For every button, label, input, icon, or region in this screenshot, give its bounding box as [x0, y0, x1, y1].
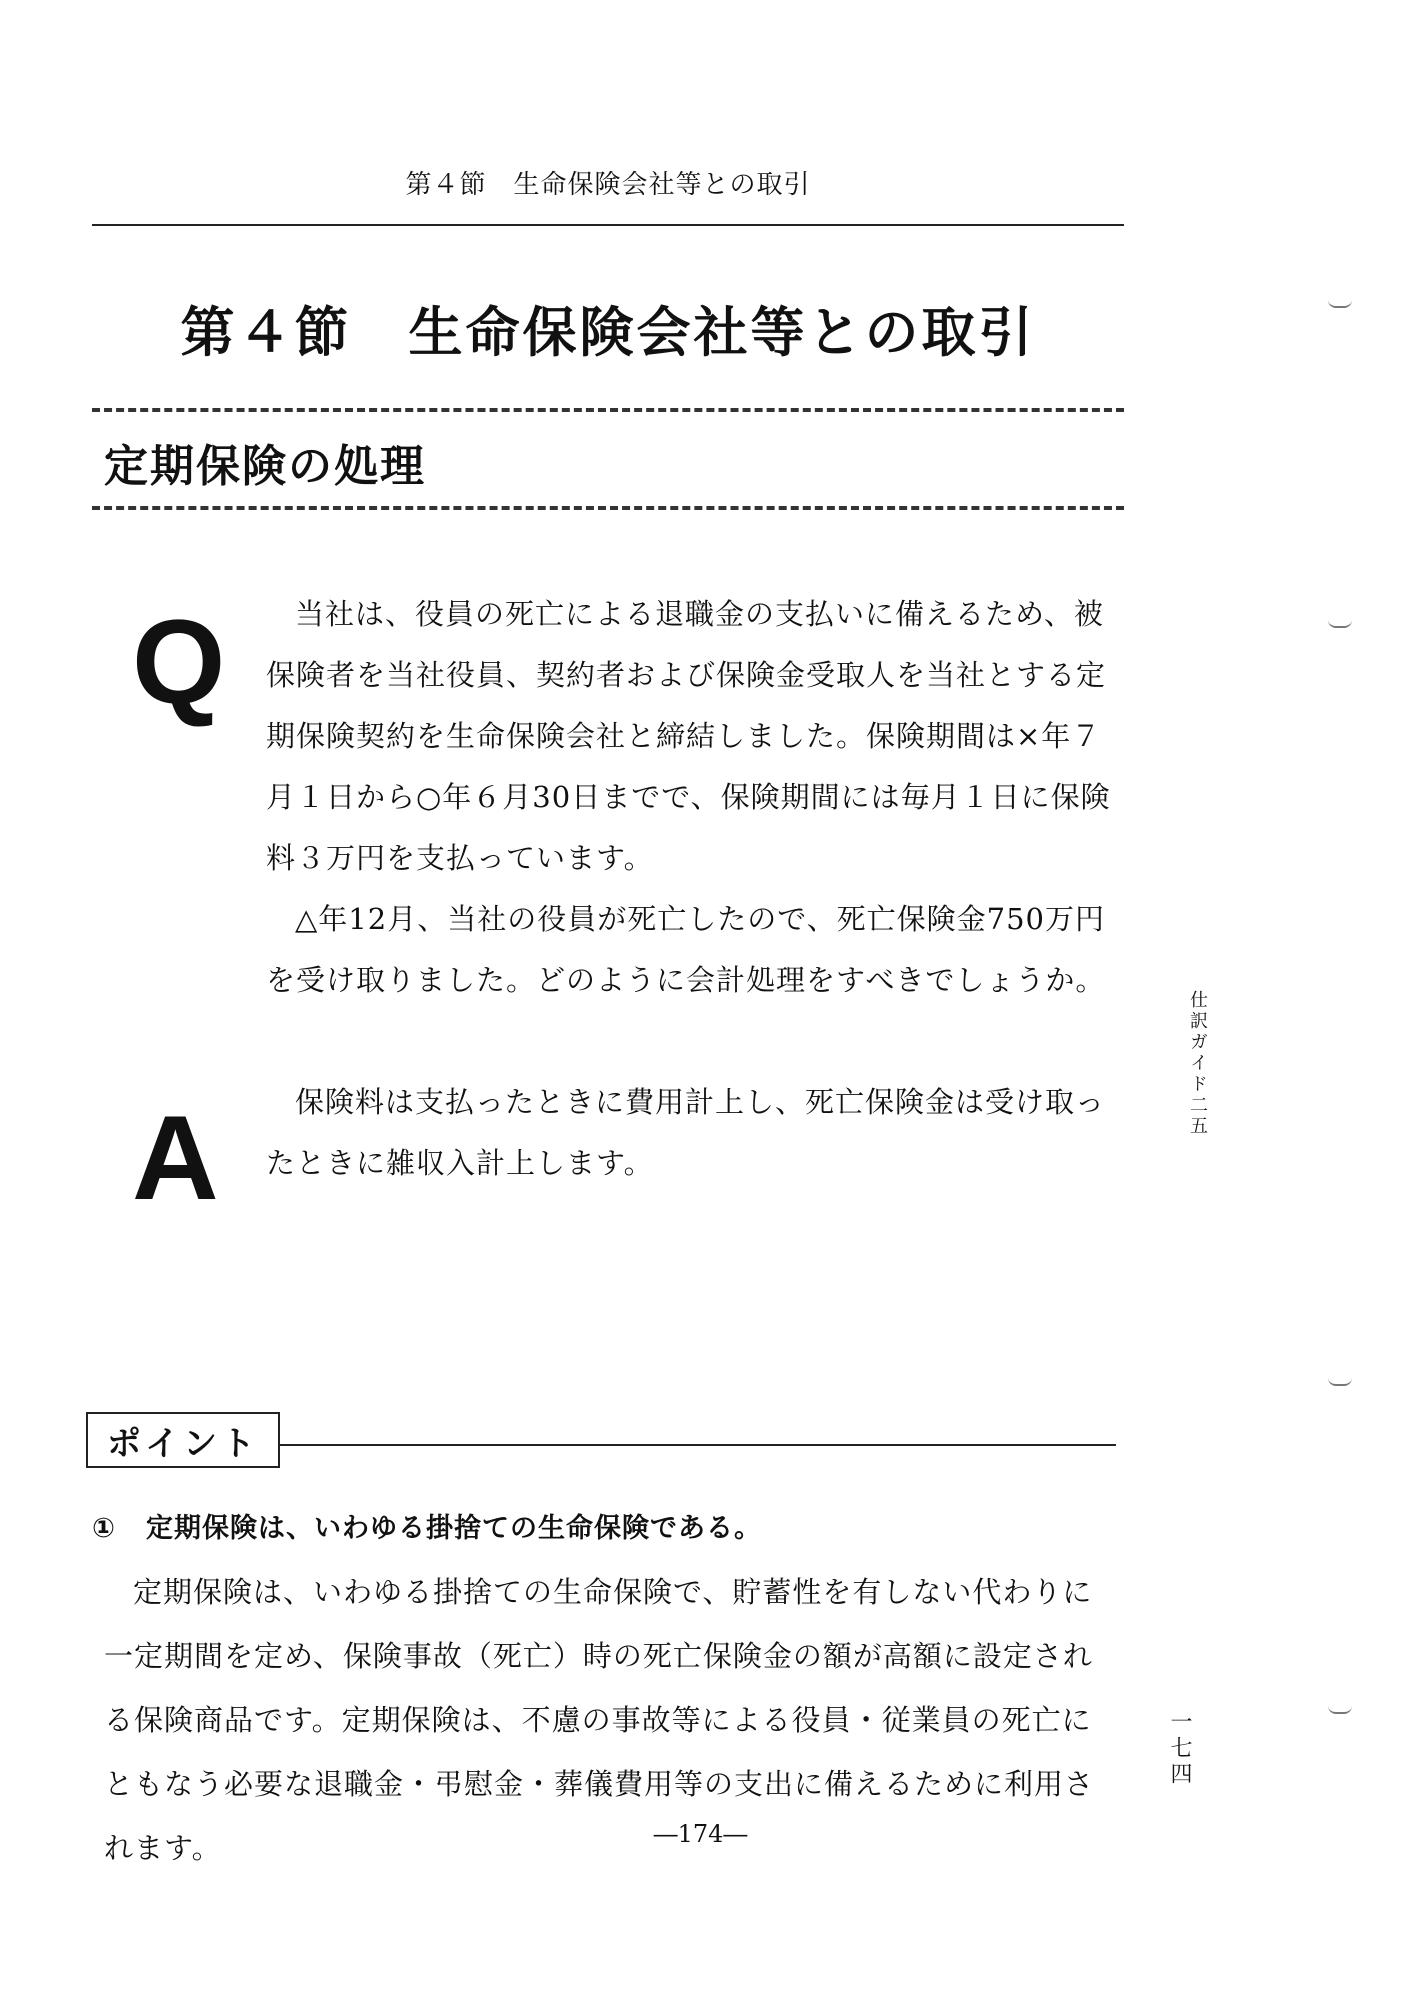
- binding-mark: [1328, 1706, 1352, 1714]
- topic-title: 定期保険の処理: [104, 441, 426, 492]
- point-body-paragraph: 定期保険は、いわゆる掛捨ての生命保険で、貯蓄性を有しない代わりに一定期間を定め、保険事故（死亡）時の死亡保険金の額が高額に設定される保険商品です。定期保険は、不慮の事故等による役員・従業員の死亡にともなう必要な退職金・弔慰金・葬儀費用等の支出に備えるために利用されます。: [104, 1575, 1095, 1865]
- running-header: 第４節 生命保険会社等との取引: [405, 170, 811, 200]
- answer-paragraph-1: 保険料は支払ったときに費用計上し、死亡保険金は受け取ったときに雑収入計上します。: [266, 1085, 1106, 1180]
- question-paragraph-1: 当社は、役員の死亡による退職金の支払いに備えるため、被保険者を当社役員、契約者および保険金受取人を当社とする定期保険契約を生命保険会社と締結しました。保険期間は×年７月１日から○年６月30日までで、保険期間には毎月１日に保険料３万円を支払っています。: [266, 597, 1111, 875]
- binding-mark: [1328, 620, 1352, 628]
- point-label-box: ポイント: [86, 1412, 280, 1468]
- point-divider: [280, 1444, 1116, 1446]
- question-letter: Q: [132, 595, 226, 729]
- header-divider: [92, 224, 1124, 226]
- question-text: [266, 584, 1126, 1011]
- binding-mark: [1328, 300, 1352, 308]
- page-number: ―174―: [653, 1820, 748, 1848]
- answer-text: [266, 1072, 1126, 1194]
- side-guide-mark: 仕訳ガイド二五: [1187, 990, 1208, 1137]
- point-item-number: ①: [92, 1513, 116, 1544]
- answer-letter: A: [132, 1091, 219, 1225]
- point-item-title: 定期保険は、いわゆる掛捨ての生命保険である。: [146, 1513, 762, 1544]
- question-paragraph-2: △年12月、当社の役員が死亡したので、死亡保険金750万円を受け取りました。どのように会計処理をすべきでしょうか。: [266, 902, 1106, 997]
- point-item-1: [92, 1506, 762, 1545]
- binding-mark: [1328, 1378, 1352, 1386]
- topic-rule-top: [92, 408, 1124, 412]
- topic-rule-bottom: [92, 506, 1124, 510]
- side-page-number: 一七四: [1167, 1710, 1192, 1788]
- section-title: 第４節 生命保険会社等との取引: [180, 300, 1036, 364]
